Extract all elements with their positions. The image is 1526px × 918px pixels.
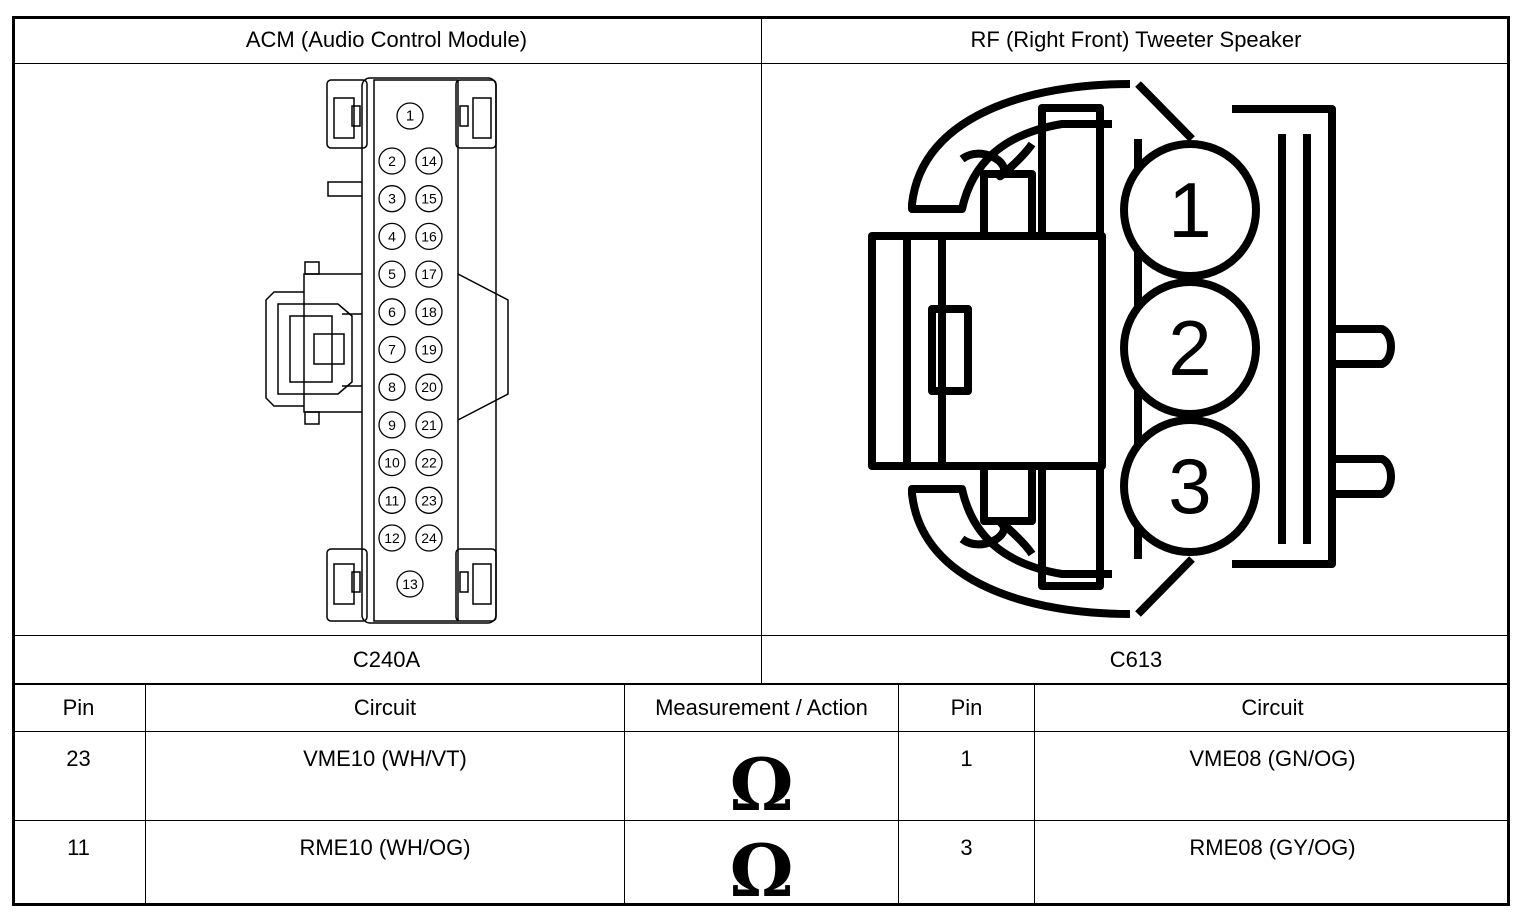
left-connector-title: ACM (Audio Control Module) [245,26,528,52]
table-row-2-circuit-a: RME10 (WH/OG) [299,835,471,860]
table-row-1-circuit-b: VME08 (GN/OG) [1189,746,1356,771]
header-pin-b: Pin [950,695,983,720]
pin-label: 20 [421,379,437,396]
pin-label: 2 [388,153,396,169]
pin-label: 2 [1168,304,1212,392]
header-pin-a: Pin [62,695,95,720]
pin-label: 3 [388,190,396,207]
pin-label: 5 [388,266,396,283]
ohm-meter-icon [625,821,898,913]
table-row-2-pin-b: 3 [960,835,973,860]
pin-label: 23 [421,492,437,509]
pin-label: 22 [421,454,437,471]
pin-label: 16 [421,228,437,245]
pin-label: 12 [384,530,400,546]
table-row-2-circuit-b: RME08 (GY/OG) [1189,835,1356,860]
pin-label: 7 [388,341,396,358]
pin-label: 13 [402,576,418,592]
header-circuit-a: Circuit [353,695,417,720]
pin-label: 8 [388,379,396,396]
pin-label: 1 [1168,166,1212,254]
pin-label: 14 [421,153,437,169]
pin-label: 11 [384,492,400,509]
right-connector-id: C613 [1109,646,1163,672]
table-row-1-pin-a: 23 [66,746,91,771]
ohm-symbol: Ω [729,827,794,913]
ohm-meter-icon [625,732,898,827]
pin-label: 4 [388,228,396,245]
pin-label: 3 [1168,442,1212,530]
pin-label: 18 [421,303,437,320]
ohm-symbol: Ω [729,742,794,827]
table-row-2-pin-a: 11 [67,835,90,860]
table-row-1-pin-b: 1 [960,746,973,771]
right-connector-title: RF (Right Front) Tweeter Speaker [970,26,1302,52]
left-connector-id: C240A [352,646,421,672]
pin-label: 17 [421,266,437,283]
pin-label: 15 [421,190,437,207]
pin-label: 9 [388,416,396,433]
pin-label: 10 [384,454,400,471]
header-circuit-b: Circuit [1241,695,1304,720]
pin-label: 19 [421,341,437,358]
pin-label: 24 [421,530,437,546]
table-row-1-circuit-a: VME10 (WH/VT) [303,746,467,771]
acm-connector-drawing [12,64,761,635]
header-measurement: Measurement / Action [655,695,868,720]
pin-label: 6 [388,303,396,320]
pin-label: 21 [421,416,437,433]
pin-label: 1 [405,107,415,125]
tweeter-connector-drawing [762,64,1510,635]
